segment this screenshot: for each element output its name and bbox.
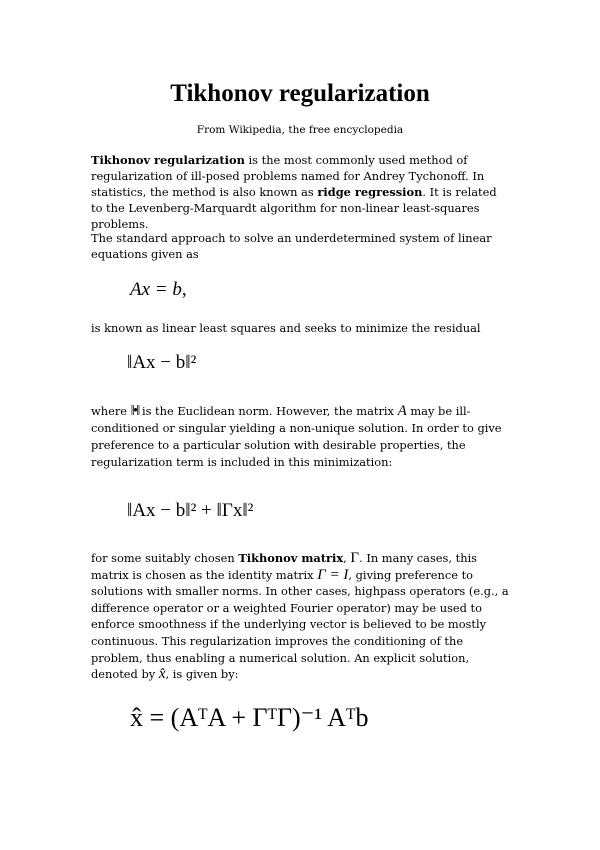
tm-text-pre: for some suitably chosen	[91, 551, 239, 565]
intro-text-2: . It is related to the Levenberg-Marquardt algorithm for non-linear least-squares problems.	[91, 185, 497, 231]
norm-text-post: may be ill-conditioned or singular yielding a non-unique solution. In order to give preference to a particular solution with desirable properties, the regularization term is included in this minimization:	[91, 404, 502, 469]
paragraph-tikhonov-matrix	[91, 550, 511, 683]
page-subtitle: From Wikipedia, the free encyclopedia	[196, 124, 404, 136]
paragraph-norm	[91, 403, 511, 471]
equation-residual: ‖Ax − b‖²	[127, 352, 197, 373]
gamma-symbol: Γ	[350, 550, 360, 566]
paragraph-least-squares: is known as linear least squares and seeks to minimize the residual	[91, 321, 481, 335]
term-tikhonov-matrix: Tikhonov matrix	[238, 551, 344, 565]
equation-explicit-solution: x̂ = (AᵀA + ΓᵀΓ)⁻¹ Aᵀb	[130, 703, 369, 732]
intro-paragraph	[91, 152, 511, 232]
tm-text-mid2: , giving preference to solutions with smaller norms. In other cases, highpass operators (e.g., a difference operator or a weighted Fourier operator) may be used to enforce smoothness if the underlying vector is believed to be mostly continuous. This regularization improves the conditioning of the problem, thus enabling a numerical solution. An explicit solution, denoted by	[91, 567, 509, 682]
term-ridge-regression: ridge regression	[317, 185, 423, 199]
norm-text-pre: where	[91, 404, 131, 418]
page-title: Tikhonov regularization	[170, 80, 430, 107]
tm-text-post: , is given by:	[165, 667, 239, 682]
x-hat-symbol: x̂	[158, 666, 166, 683]
tm-text-mid1: . In many cases, this matrix is chosen as the identity matrix	[91, 551, 478, 582]
equation-ax-b: Ax = b,	[130, 279, 187, 300]
matrix-a: A	[397, 403, 407, 419]
identity-equation: Γ = I	[317, 566, 349, 583]
norm-text-mid: is the Euclidean norm. However, the matrix	[138, 404, 398, 418]
paragraph-standard-approach: The standard approach to solve an underdetermined system of linear equations given as	[91, 231, 492, 261]
tm-sep: ,	[343, 551, 351, 565]
term-tikhonov: Tikhonov regularization	[91, 153, 245, 167]
intro-text-1: is the most commonly used method of regularization of ill-posed problems named for Andrey Tychonoff. In statistics, the method is also known as	[91, 153, 485, 199]
norm-symbol: ‖•‖	[130, 403, 139, 419]
equation-regularized: ‖Ax − b‖² + ‖Γx‖²	[127, 500, 254, 521]
